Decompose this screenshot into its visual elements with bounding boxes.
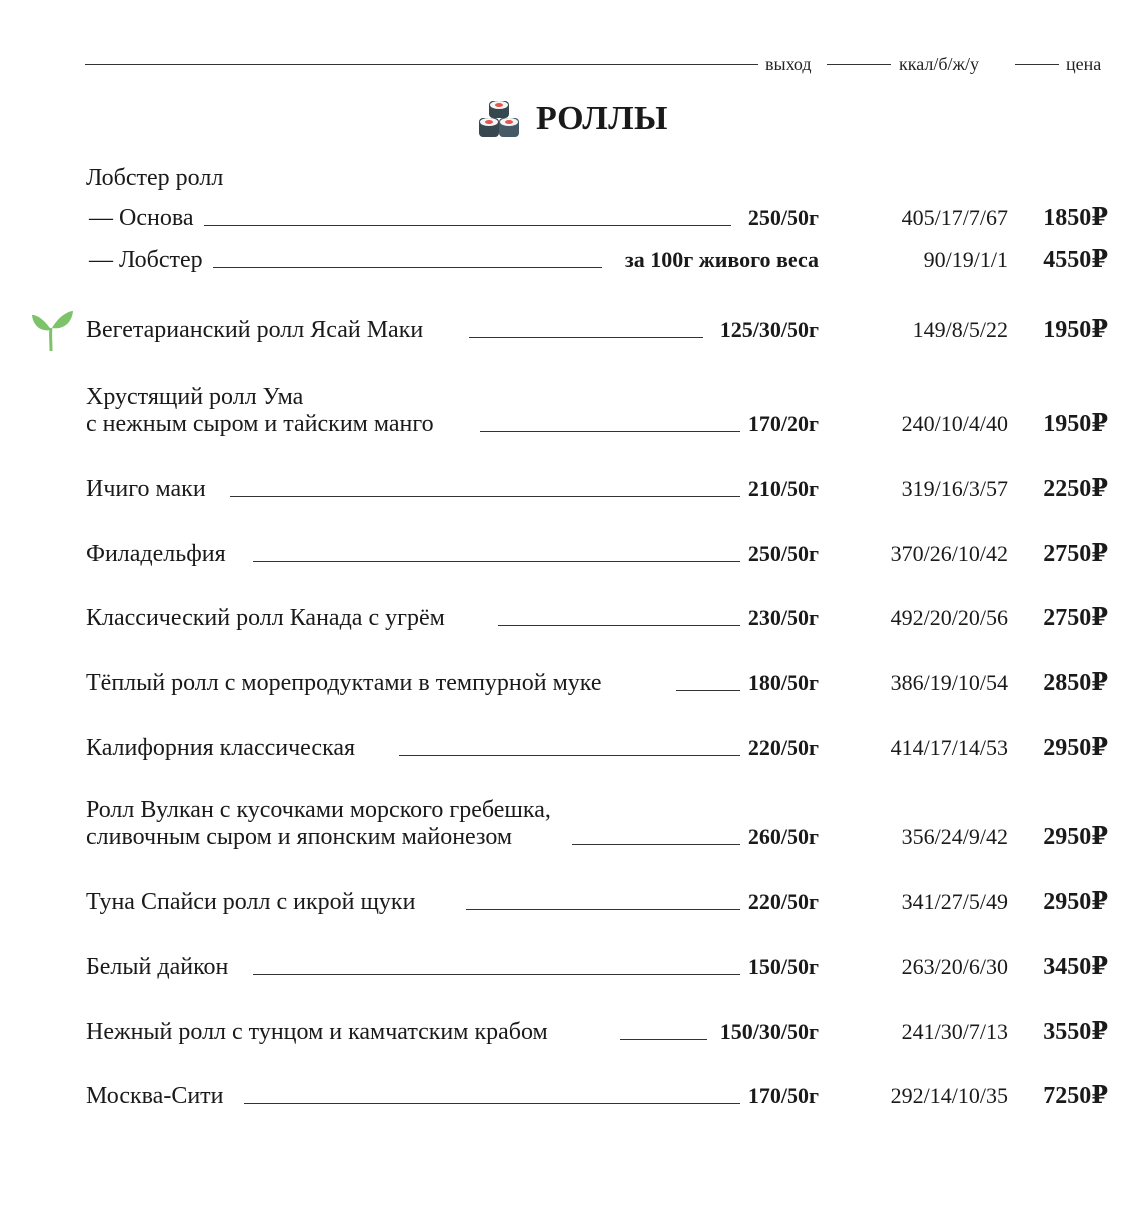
item-name: Белый дайкон bbox=[86, 954, 229, 980]
item-nutrition: 356/24/9/42 bbox=[901, 824, 1008, 849]
item-weight: 260/50г bbox=[747, 824, 819, 849]
leader-line bbox=[253, 561, 740, 562]
item-nutrition: 240/10/4/40 bbox=[901, 411, 1008, 436]
item-nutrition: 263/20/6/30 bbox=[901, 954, 1008, 979]
item-weight: 150/30/50г bbox=[719, 1019, 819, 1044]
item-name: Нежный ролл с тунцом и камчатским крабом bbox=[86, 1019, 548, 1045]
leader-line bbox=[213, 267, 602, 268]
item-name: — Лобстер bbox=[89, 247, 203, 273]
leader-line bbox=[620, 1039, 707, 1040]
leader-line bbox=[244, 1103, 740, 1104]
item-price: 2950₽ bbox=[1043, 824, 1108, 850]
item-price: 1950₽ bbox=[1043, 411, 1108, 437]
menu-row bbox=[0, 601, 1146, 635]
section-title bbox=[0, 96, 1146, 142]
item-price: 2750₽ bbox=[1043, 605, 1108, 631]
header-rule bbox=[85, 64, 758, 65]
leader-line bbox=[204, 225, 731, 226]
column-header bbox=[85, 52, 1108, 76]
item-name: Туна Спайси ролл с икрой щуки bbox=[86, 889, 416, 915]
item-price: 4550₽ bbox=[1043, 247, 1108, 273]
item-name: Классический ролл Канада с угрём bbox=[86, 605, 445, 631]
item-name: Филадельфия bbox=[86, 541, 226, 567]
leader-line bbox=[480, 431, 740, 432]
item-name: Калифорния классическая bbox=[86, 735, 356, 761]
menu-row bbox=[0, 1079, 1146, 1113]
item-nutrition: 341/27/5/49 bbox=[901, 889, 1008, 914]
item-weight: 230/50г bbox=[747, 605, 819, 630]
item-price: 2950₽ bbox=[1043, 735, 1108, 761]
header-nutrition-label: ккал/б/ж/у bbox=[899, 54, 979, 74]
item-nutrition: 386/19/10/54 bbox=[890, 670, 1008, 695]
menu-row bbox=[0, 885, 1146, 919]
item-name-line1: Ролл Вулкан с кусочками морского гребешка, bbox=[86, 797, 551, 823]
item-price: 2850₽ bbox=[1043, 670, 1108, 696]
item-name: — Основа bbox=[89, 205, 194, 231]
menu-row bbox=[0, 407, 1146, 441]
leader-line bbox=[469, 337, 703, 338]
item-nutrition: 90/19/1/1 bbox=[923, 247, 1008, 272]
item-name: с нежным сыром и тайским манго bbox=[86, 411, 434, 437]
item-price: 2250₽ bbox=[1043, 476, 1108, 502]
item-price: 3450₽ bbox=[1043, 954, 1108, 980]
item-name: Вегетарианский ролл Ясай Маки bbox=[86, 317, 424, 343]
header-rule bbox=[827, 64, 891, 65]
item-weight: 180/50г bbox=[747, 670, 819, 695]
header-yield-label: выход bbox=[765, 54, 812, 74]
item-price: 7250₽ bbox=[1043, 1083, 1108, 1109]
item-price: 2950₽ bbox=[1043, 889, 1108, 915]
item-weight: 125/30/50г bbox=[719, 317, 819, 342]
item-price: 3550₽ bbox=[1043, 1019, 1108, 1045]
item-weight: 170/20г bbox=[747, 411, 819, 436]
item-nutrition: 370/26/10/42 bbox=[890, 541, 1008, 566]
item-weight: 220/50г bbox=[747, 735, 819, 760]
item-nutrition: 319/16/3/57 bbox=[901, 476, 1008, 501]
item-name: Москва-Сити bbox=[86, 1083, 224, 1109]
item-price: 1950₽ bbox=[1043, 317, 1108, 343]
item-price: 2750₽ bbox=[1043, 541, 1108, 567]
page-title: РОЛЛЫ bbox=[536, 100, 668, 137]
item-nutrition: 405/17/7/67 bbox=[901, 205, 1008, 230]
leader-line bbox=[572, 844, 740, 845]
item-weight: 170/50г bbox=[747, 1083, 819, 1108]
item-weight: 150/50г bbox=[747, 954, 819, 979]
menu-row bbox=[0, 243, 1146, 277]
sushi-icon bbox=[478, 99, 520, 139]
item-name: Ичиго маки bbox=[86, 476, 206, 502]
menu-row bbox=[0, 201, 1146, 235]
menu-row bbox=[0, 820, 1146, 854]
menu-row bbox=[0, 1015, 1146, 1049]
menu-row bbox=[0, 537, 1146, 571]
leader-line bbox=[466, 909, 740, 910]
item-price: 1850₽ bbox=[1043, 205, 1108, 231]
item-weight: за 100г живого веса bbox=[624, 247, 819, 272]
header-rule bbox=[1015, 64, 1059, 65]
group-title: Лобстер ролл bbox=[86, 165, 224, 191]
leader-line bbox=[253, 974, 740, 975]
item-name: Тёплый ролл с морепродуктами в темпурной муке bbox=[86, 670, 602, 696]
item-nutrition: 292/14/10/35 bbox=[890, 1083, 1008, 1108]
item-nutrition: 149/8/5/22 bbox=[912, 317, 1008, 342]
item-weight: 250/50г bbox=[747, 205, 819, 230]
leader-line bbox=[498, 625, 740, 626]
item-nutrition: 492/20/20/56 bbox=[890, 605, 1008, 630]
item-weight: 250/50г bbox=[747, 541, 819, 566]
menu-row bbox=[0, 666, 1146, 700]
header-price-label: цена bbox=[1066, 54, 1102, 74]
leader-line bbox=[230, 496, 740, 497]
item-nutrition: 414/17/14/53 bbox=[890, 735, 1008, 760]
leader-line bbox=[676, 690, 740, 691]
item-nutrition: 241/30/7/13 bbox=[901, 1019, 1008, 1044]
menu-group-title bbox=[0, 161, 1146, 195]
menu-row bbox=[0, 472, 1146, 506]
item-name: сливочным сыром и японским майонезом bbox=[86, 824, 513, 850]
menu-row bbox=[0, 950, 1146, 984]
leader-line bbox=[399, 755, 740, 756]
item-name-line1: Хрустящий ролл Ума bbox=[86, 384, 304, 410]
item-weight: 210/50г bbox=[747, 476, 819, 501]
menu-row bbox=[0, 731, 1146, 765]
menu-row bbox=[0, 313, 1146, 347]
item-weight: 220/50г bbox=[747, 889, 819, 914]
